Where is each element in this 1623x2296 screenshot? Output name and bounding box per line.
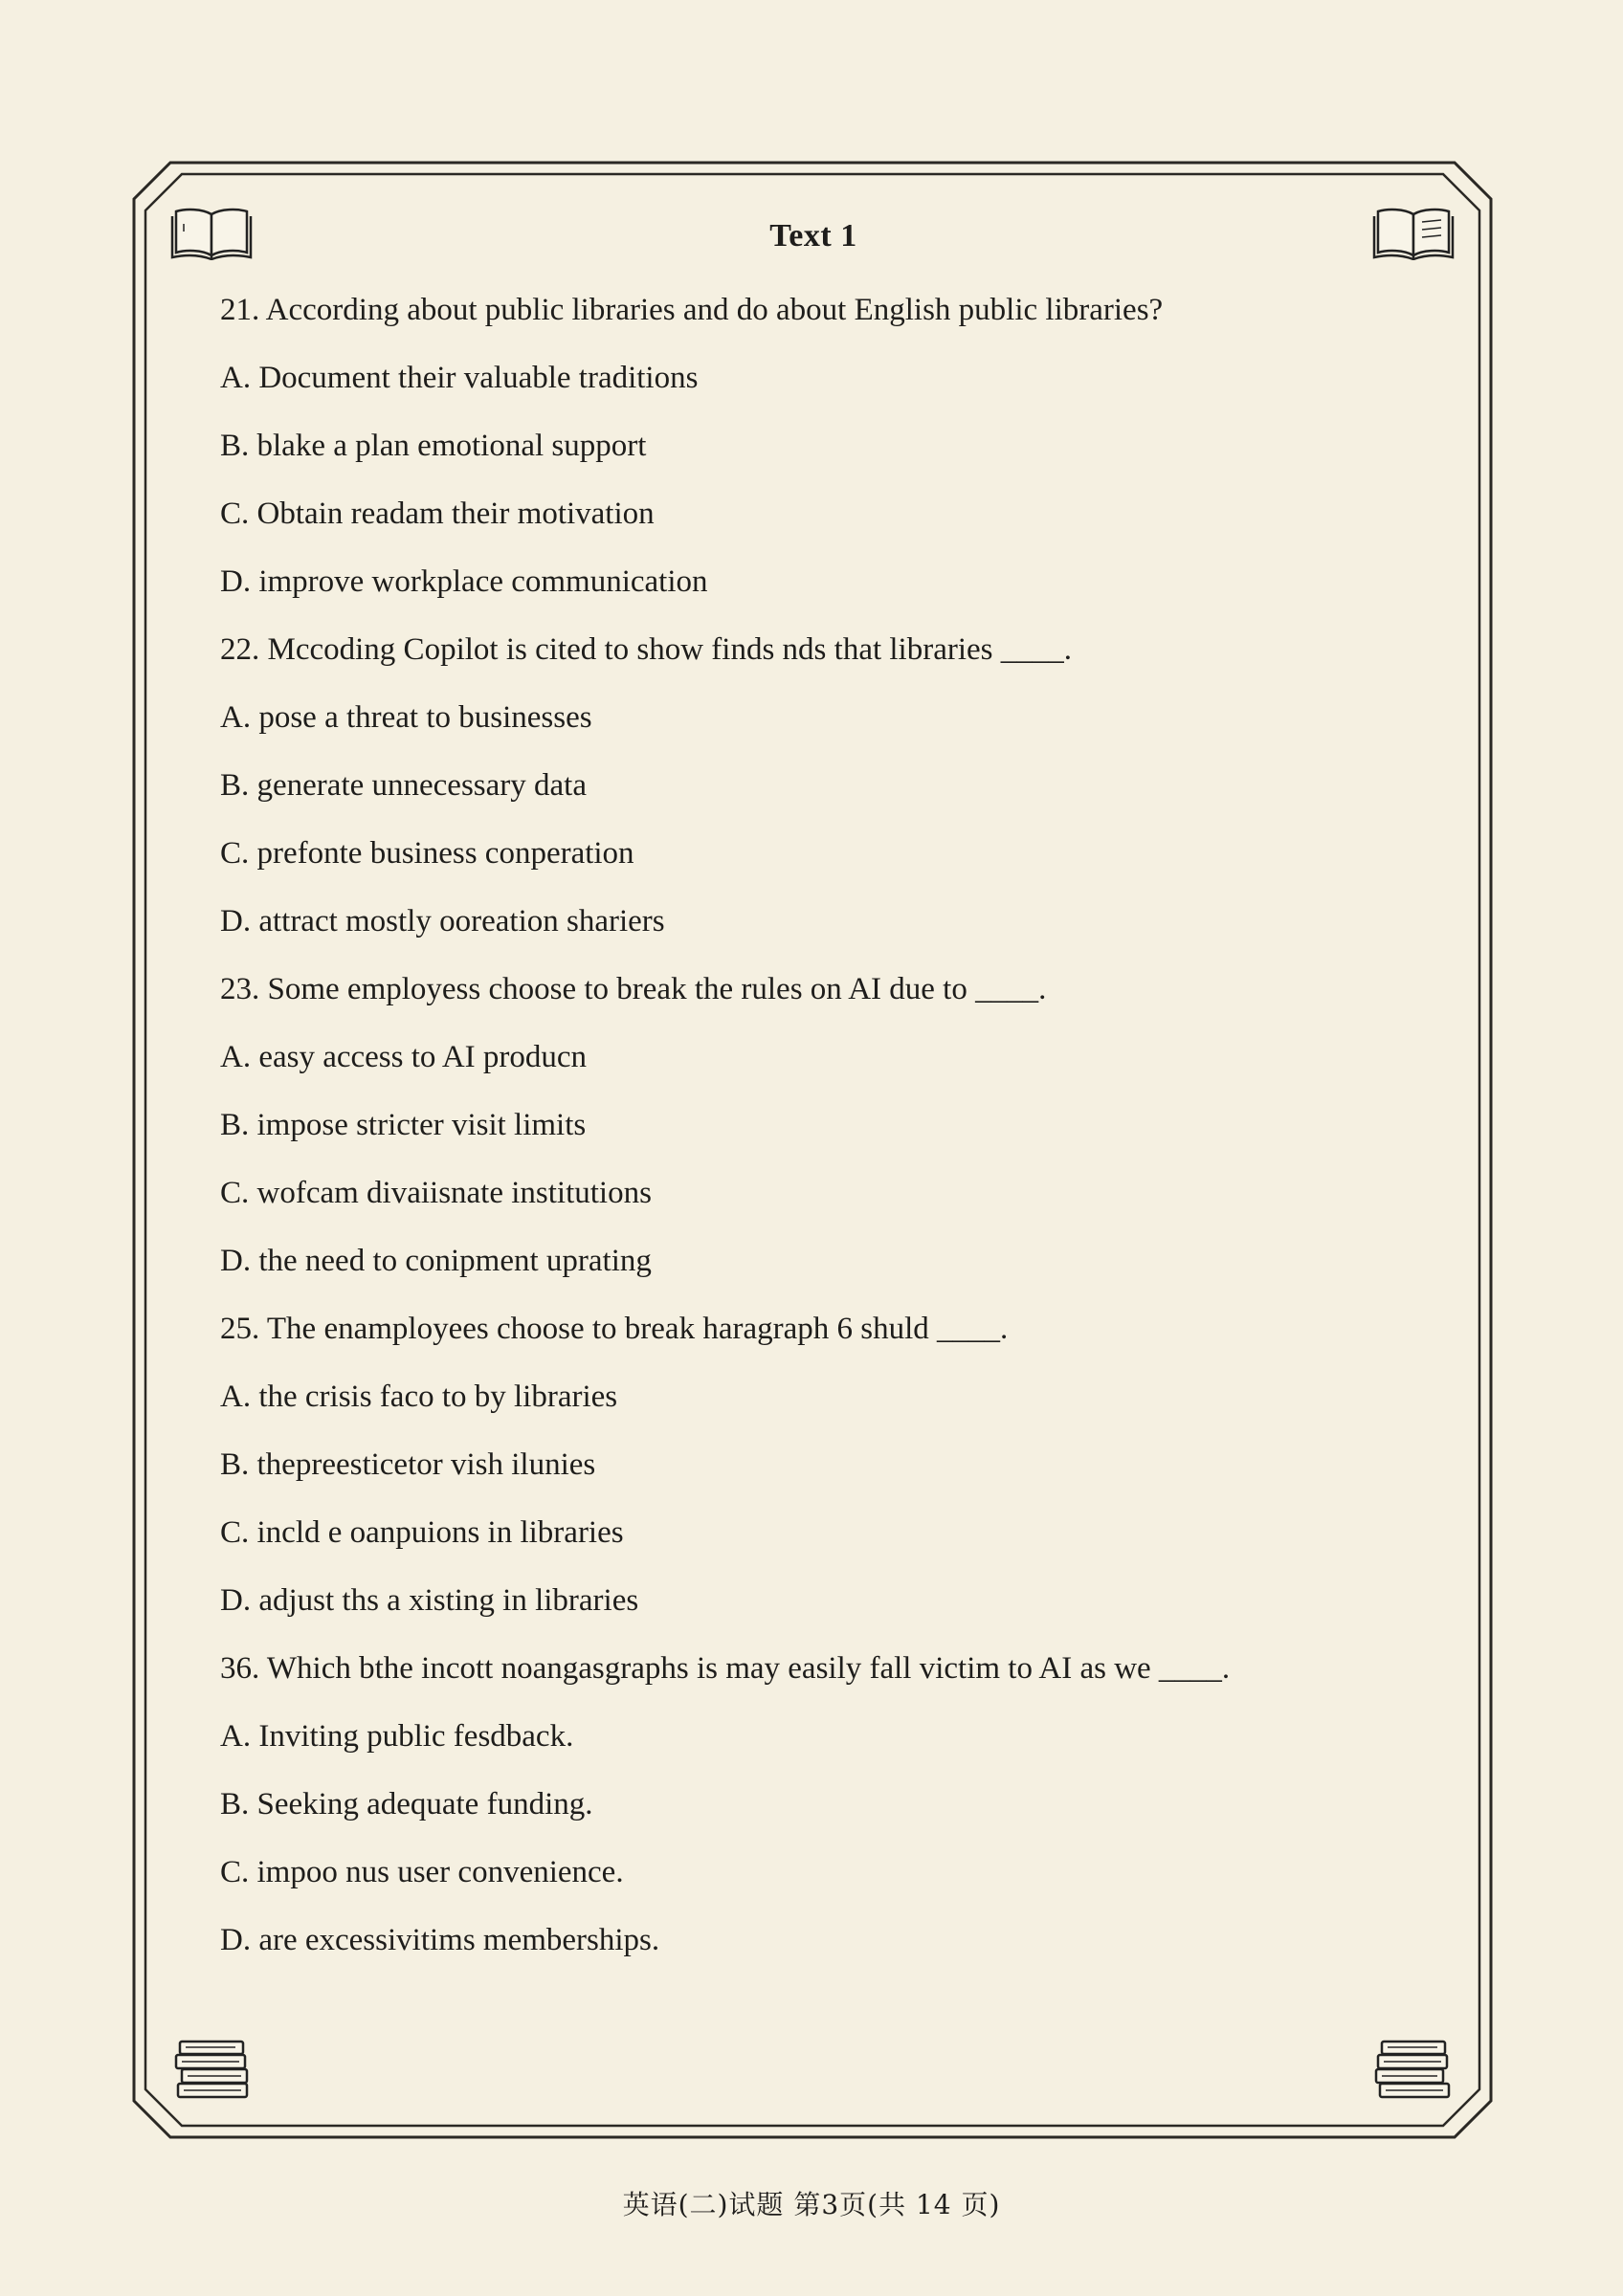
option-c: C. prefonte business conperation: [220, 836, 634, 871]
book-stack-icon: [174, 2038, 251, 2101]
option-a: A. easy access to AI producn: [220, 1040, 588, 1074]
question-stem: 23. Some employess choose to break the rules on AI due to ____.: [220, 972, 1047, 1006]
question-21: [220, 293, 1407, 599]
option-d: D. adjust ths a xisting in libraries: [220, 1583, 639, 1618]
section-title: Text 1: [769, 218, 857, 254]
option-b: B. thepreesticetor vish ilunies: [220, 1447, 596, 1482]
option-d: D. improve workplace communication: [220, 564, 708, 599]
option-b: B. Seeking adequate funding.: [220, 1787, 593, 1821]
option-a: A. pose a threat to businesses: [220, 700, 592, 735]
option-a: A. the crisis faco to by libraries: [220, 1380, 618, 1414]
question-25: [220, 1312, 1407, 1618]
question-stem: 36. Which bthe incott noangasgraphs is may easily fall victim to AI as we ____.: [220, 1651, 1231, 1686]
option-c: C. Obtain readam their motivation: [220, 497, 655, 531]
question-23: [220, 972, 1407, 1278]
option-c: C. wofcam divaiisnate institutions: [220, 1176, 652, 1210]
option-a: A. Inviting public fesdback.: [220, 1719, 574, 1754]
option-b: B. impose stricter visit limits: [220, 1108, 587, 1142]
page-frame: [132, 161, 1493, 2139]
option-d: D. the need to conipment uprating: [220, 1244, 652, 1278]
option-c: C. impoo nus user convenience.: [220, 1855, 624, 1889]
option-d: D. attract mostly ooreation shariers: [220, 904, 665, 938]
question-36: [220, 1651, 1407, 1957]
question-stem: 22. Mccoding Copilot is cited to show finds nds that libraries ____.: [220, 632, 1073, 667]
book-stack-icon: [1374, 2038, 1451, 2101]
option-b: B. generate unnecessary data: [220, 768, 587, 803]
question-stem: 25. The enamployees choose to break haragraph 6 shuld ____.: [220, 1312, 1009, 1346]
page-footer: 英语(二)试题 第3页(共 14 页): [622, 2189, 1001, 2220]
option-b: B. blake a plan emotional support: [220, 429, 647, 463]
option-a: A. Document their valuable traditions: [220, 361, 699, 395]
option-c: C. incld e oanpuions in libraries: [220, 1515, 624, 1550]
question-content: [220, 218, 1407, 1991]
question-stem: 21. According about public libraries and do about English public libraries?: [220, 293, 1164, 327]
option-d: D. are excessivitims memberships.: [220, 1923, 660, 1957]
question-22: [220, 632, 1407, 938]
